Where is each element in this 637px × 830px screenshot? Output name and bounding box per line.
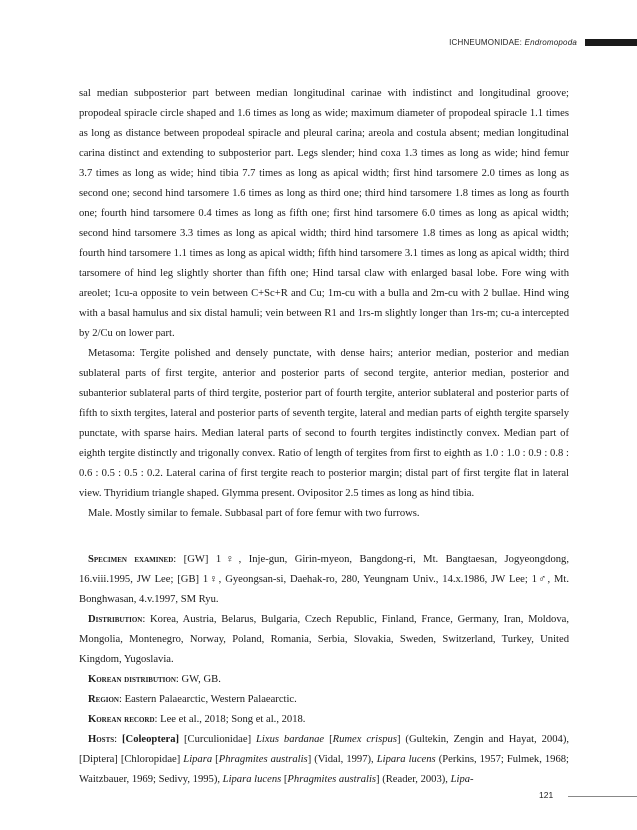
header-family: ICHNEUMONIDAE xyxy=(449,38,520,47)
distribution-text: : Korea, Austria, Belarus, Bulgaria, Czech Republic, Finland, France, Germany, Iran, Moldova, Mongolia, Montenegro, Norway, Poland, Romania, Serbia, Slovakia, Sweden, Switzerland, Turkey, United Kingdom, Yugoslavia. xyxy=(79,614,569,665)
hosts xyxy=(79,730,569,790)
page-number: 121 xyxy=(539,790,554,800)
paragraph-metasoma: Metasoma: Tergite polished and densely punctate, with dense hairs; anterior median, posterior and median sublateral parts of first tergite, anterior and posterior parts of second tergite, anterior median, posterior and subanterior sublateral parts of third tergite, posterior part of fourth tergite, anterior sublateral and posterior parts of fifth to sixth tergites, lateral and posterior parts of seventh tergite, lateral and median parts of eighth tergite sparsely punctate, with sparse hairs. Median lateral parts of second to fourth tergites indistinctly convex. Median part of eighth tergite distinctly and trigonally convex. Ratio of length of tergites from first to eighth as 1.0 : 1.0 : 0.9 : 0.8 : 0.6 : 0.5 : 0.5 : 0.2. Lateral carina of first tergite reach to posterior margin; distal part of first tergite flat in lateral view. Thyridium triangle shaped. Glymma present. Ovipositor 2.5 times as long as hind tibia. xyxy=(79,348,569,499)
korean-distribution-label: Korean distribution xyxy=(88,674,176,685)
page-body xyxy=(79,84,569,790)
korean-distribution xyxy=(79,670,569,690)
host-plant-1: Rumex crispus xyxy=(332,734,397,745)
hosts-text-5: ] (Vidal, 1997), xyxy=(307,754,377,765)
host-species-4: Lipara lucens xyxy=(222,774,282,785)
hosts-text-1: [Curculionidae] xyxy=(179,734,257,745)
region-label: Region xyxy=(88,694,119,705)
hosts-label: Hosts xyxy=(88,734,115,745)
hosts-text-7: [ xyxy=(281,774,288,785)
running-header-text xyxy=(449,38,577,47)
specimens-label: Specimen examined xyxy=(88,554,174,565)
header-bar xyxy=(585,39,637,46)
korean-record xyxy=(79,710,569,730)
header-genus: Endromopoda xyxy=(524,38,577,47)
hosts-text-2: [ xyxy=(324,734,333,745)
hosts-colon: : xyxy=(114,734,123,745)
region xyxy=(79,690,569,710)
host-plant-2: Phragmites australis xyxy=(218,754,308,765)
specimens-text: : [GW] 1♀, Inje-gun, Girin-myeon, Bangdong-ri, Mt. Bangtaesan, Jogyeongdong, 16.viii.1995, JW Lee; [GB] 1♀, Gyeongsan-si, Daehak-ro, 280, Yeungnam Univ., 14.x.1986, JW Lee; 1♂, Mt. Bonghwasan, 4.v.1997, SM Ryu. xyxy=(79,554,569,605)
region-text: : Eastern Palaearctic, Western Palaearctic. xyxy=(119,694,297,705)
hosts-text-3: ] (Gultekin, Zengin and Hayat, 2004), [Diptera] [Chloropidae] xyxy=(79,734,569,765)
host-plant-3: Phragmites australis xyxy=(287,774,377,785)
header-separator: : xyxy=(519,38,525,47)
paragraph-male: Male. Mostly similar to female. Subbasal part of fore femur with two furrows. xyxy=(88,508,420,519)
hosts-text-4: [ xyxy=(212,754,219,765)
host-species-3: Lipara lucens xyxy=(376,754,436,765)
korean-distribution-text: : GW, GB. xyxy=(175,674,221,685)
distribution xyxy=(79,610,569,670)
hosts-order: [Coleoptera] xyxy=(122,734,180,745)
korean-record-label: Korean record xyxy=(88,714,155,725)
distribution-label: Distribution xyxy=(88,614,143,625)
hosts-text-8: ] (Reader, 2003), xyxy=(376,774,451,785)
running-header xyxy=(0,38,637,54)
footer-rule xyxy=(568,796,637,797)
hosts-text-6: (Perkins, 1957; Fulmek, 1968; Waitzbauer, 1969; Sedivy, 1995), xyxy=(79,754,569,785)
page-footer xyxy=(0,790,637,802)
section-gap xyxy=(79,524,569,550)
host-species-5: Lipa- xyxy=(450,774,474,785)
paragraph-legs-wings: sal median subposterior part between median longitudinal carinae with indistinct and longitudinal groove; propodeal spiracle circle shaped and 1.6 times as long as wide; maximum diameter of propodeal spiracle 1.1 times as long as distance between propodeal spiracle and pleural carina; areola and costula absent; median longitudinal carina distinct and extending to subposterior part. Legs slender; hind coxa 1.3 times as long as wide; hind femur 3.7 times as long as wide; hind tibia 7.7 times as long as apical width; first hind tarsomere 2.0 times as long as second one; second hind tarsomere 1.6 times as long as third one; third hind tarsomere 1.8 times as long as fourth one; fourth hind tarsomere 0.4 times as long as fifth one; first hind tarsomere 6.0 times as long as apical width; second hind tarsomere 3.3 times as long as apical width; third hind tarsomere 1.8 times as long as apical width; fourth hind tarsomere 1.1 times as long as apical width; fifth hind tarsomere 3.1 times as long as apical width; third tarsomere of hind leg slightly shorter than fifth one; Hind tarsal claw with enlarged basal lobe. Fore wing with areolet; 1cu-a opposite to vein between C+Sc+R and Cu; 1m-cu with a bulla and 2m-cu with 2 bullae. Hind wing with a basal hamulus and six distal hamuli; vein between R1 and 1rs-m slightly longer than 1rs-m; cu-a intercepted by 2/Cu on lower part. xyxy=(79,88,569,339)
specimens-examined xyxy=(79,550,569,610)
host-species-1: Lixus bardanae xyxy=(256,734,325,745)
host-species-2: Lipara xyxy=(183,754,213,765)
korean-record-text: : Lee et al., 2018; Song et al., 2018. xyxy=(154,714,306,725)
